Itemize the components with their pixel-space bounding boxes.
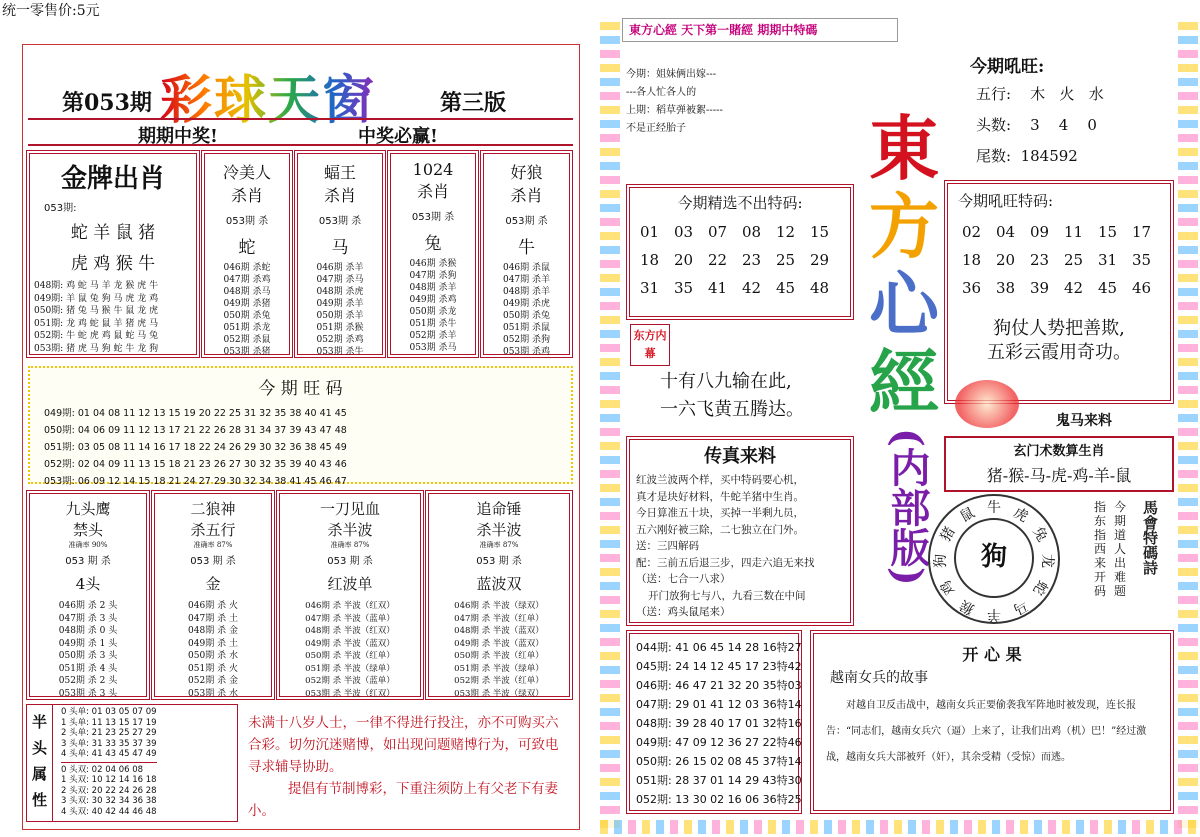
halfhead-char: 半 [31,713,47,731]
ring-char: 马 [1010,596,1031,618]
kill-box-4 [480,150,573,358]
number-cell: 02 [962,223,982,241]
history-row: 046期 杀蛇 [223,263,271,273]
history-row: 048期 杀 半波（红双） [305,626,395,636]
history-row: 048期 杀羊 [502,287,551,297]
number-cell: 18 [640,251,660,269]
vertical-char: 今 [1113,500,1126,514]
fax-line: 开门放狗七与八，九看三数在中间 [648,589,806,602]
history-row: 048期 杀 0 头 [58,626,118,636]
fax-line: 红波兰波两个样，买中特码要心机， [636,474,804,486]
history-row: 052期: 牛 蛇 虎 鸡 鼠 蛇 马 兔 [34,331,159,341]
mid-rate: 准确率 90% [68,541,108,549]
halfhead-row: 3 头双: 30 32 34 36 38 [61,796,157,806]
notice-text: 未满十八岁人士，一律不得进行投注，亦不可购买六合彩。切勿沉迷赌博，如出现问题赌博行为，可致电 寻求辅导协助。 [248,715,559,775]
mid-rate: 准确率 87% [193,541,233,549]
mid-rate: 准确率 87% [330,541,370,549]
mid-history [30,600,146,700]
wang-box [28,366,573,487]
number-cell: 31 [640,279,660,297]
history-row: 053期 杀马 [409,343,457,353]
result-row: 046期: 46 47 21 32 20 35特03 [636,679,802,692]
poem2 [948,317,1170,365]
vertical-text-2 [1092,500,1108,598]
result-row: 048期: 39 28 40 17 01 32特16 [636,717,802,730]
history-row: 047期 杀 3 头 [58,613,118,624]
slogan-bar [28,118,573,146]
number-cell: 29 [810,251,830,269]
history-row: 046期 杀 半波（红双） [305,601,395,611]
ring-char: 龙 [1039,554,1055,568]
halfhead-row: 1 头单: 11 13 15 17 19 [61,717,157,728]
exclude-grid [640,223,844,297]
history-row: 053期 杀 水 [188,688,238,699]
mid-result: 金 [205,575,221,593]
kill-issue: 053期 杀 [411,212,455,223]
roar-special-grid [962,223,1166,297]
kill-title: 1024 [412,160,454,179]
exclude-box [626,184,854,320]
history-row: 051期 杀鼠 [502,323,551,333]
gold-sub: 053期: [44,203,77,214]
happy-subtitle: 越南女兵的故事 [830,670,928,686]
roar-special-box [944,180,1174,404]
ring-char: 虎 [1010,504,1031,526]
roar-wuxing: 五行: 木 火 水 [976,85,1104,103]
fax-lines [636,472,850,621]
flower-border-left [600,22,620,834]
history-row: 046期 杀猴 [409,259,457,269]
mid-history [155,600,271,700]
poem3 [660,368,804,424]
history-row: 049期 杀 半波（蓝双） [305,638,395,649]
kill-issue: 053期 杀 [318,216,362,227]
history-row: 050期 杀 半波（红单） [454,651,544,661]
vertical-char: 指 [1093,500,1106,514]
history-row: 048期 杀马 [223,287,271,297]
history-row: 051期 杀猴 [316,323,364,333]
banner: 東方心經 天下第一賭經 期期中特碼 [622,18,898,42]
wang-row: 049期: 01 04 08 11 12 13 15 19 20 22 25 31 32 35 38 40 41 45 [44,408,347,419]
fax-line: 配：三前五后退三步，四走六追无来找 [636,556,815,569]
number-cell: 17 [1132,223,1152,241]
kill-history [298,262,382,358]
number-cell: 23 [742,251,762,269]
kill-zodiac: 兔 [424,234,442,254]
wang-rows [44,405,571,490]
poem3-line: 一六飞黄五腾达。 [660,399,804,420]
happy-title: 开 心 果 [962,645,1022,664]
history-row: 049期 杀 土 [188,638,238,649]
ring-char: 牛 [987,500,1001,516]
poem-line: 今期：姐妹俩出嫁--- [626,69,717,80]
history-row: 051期 杀牛 [409,319,457,329]
kill-zodiac: 马 [331,238,349,258]
vertical-char: 道 [1113,528,1126,542]
title-char: 東 [869,107,939,190]
history-row: 053期 杀 半波（红双） [305,688,395,699]
history-row: 051期 杀 半波（绿单） [454,663,544,674]
number-cell: 09 [1030,223,1050,241]
history-row: 051期 杀 半波（绿单） [305,663,395,674]
wang-row: 053期: 06 09 12 14 15 18 21 24 27 29 30 32 34 38 41 45 46 47 [44,476,347,487]
number-cell: 35 [1132,251,1152,269]
flower-border-right [1178,22,1198,834]
poem-box [626,66,786,158]
vertical-char: 指 [1093,528,1106,542]
poem2-line: 狗仗人势把善欺, [993,318,1125,339]
mid-box-4 [425,490,573,700]
history-row: 047期 杀羊 [502,275,551,285]
number-cell: 22 [708,251,728,269]
kill-subtitle: 杀肖 [510,186,543,205]
number-cell: 41 [708,279,728,297]
mid-history [280,600,420,700]
mid-issue: 053 期 杀 [476,556,522,567]
happy-box [810,630,1174,814]
number-cell: 31 [1098,251,1118,269]
gold-line-2: 虎 鸡 猴 牛 [70,254,156,274]
mid-rate: 准确率 87% [479,541,519,549]
xuanmen-title: 玄门术数算生肖 [1013,444,1105,459]
ring-char: 鼠 [957,504,978,526]
vertical-text-3: 馬會特碼詩 [1141,500,1159,575]
history-row: 046期 杀羊 [316,263,364,273]
kill-zodiac: 蛇 [238,238,256,258]
roar-special-title: 今期吼旺特码: [958,192,1054,210]
mid-subtitle: 杀半波 [327,521,373,539]
history-row: 048期: 鸡 蛇 马 羊 龙 猴 虎 牛 [34,281,159,291]
vertical-char: 来 [1093,556,1106,570]
title-char: 經 [869,341,939,424]
gold-zodiac-box [26,150,200,358]
result-row: 045期: 24 14 12 45 17 23特42 [636,660,802,673]
poem3-line: 十有八九输在此, [660,371,792,392]
number-cell: 39 [1030,279,1050,297]
mid-subtitle: 禁头 [72,521,103,539]
vertical-char: 题 [1113,584,1126,598]
fax-title: 传真来料 [704,446,776,467]
history-row: 052期 杀狗 [502,335,551,345]
history-row: 050期 杀 半波（红单） [305,651,395,661]
gold-title: 金牌出肖 [60,164,165,194]
mid-result: 红波单 [327,575,373,593]
kill-box-2 [294,150,386,358]
ring-char: 猪 [937,524,959,545]
history-row: 053期: 猪 虎 马 狗 蛇 牛 龙 狗 [34,343,159,354]
zodiac-ring [928,494,1060,624]
kill-subtitle: 杀肖 [416,182,449,201]
vertical-text-1 [1112,500,1128,598]
history-row: 046期 杀鼠 [502,263,551,273]
history-row: 053期 杀牛 [316,347,364,357]
ring-char: 狗 [933,554,949,568]
ring-char: 兔 [1029,524,1051,545]
history-row: 049期 杀虎 [502,299,551,309]
poem-line: 不是正经胎子 [626,123,686,134]
halfhead-row: 4 头双: 40 42 44 46 48 [61,806,157,817]
poem-line: ---各人忙各人的 [626,87,697,98]
history-row: 050期 杀兔 [502,311,551,321]
vertical-char: 东 [1093,514,1106,528]
price-label: 统一零售价:5元 [2,3,100,19]
inner-edition: (内部版) [884,428,931,586]
history-row: 049期 杀羊 [316,299,364,309]
wang-row: 052期: 02 04 09 11 13 15 18 21 23 26 27 30 32 35 39 40 43 46 [44,459,347,470]
number-cell: 04 [996,223,1016,241]
title-char: 方 [869,185,939,268]
history-row: 051期: 龙 鸡 蛇 鼠 羊 猪 虎 马 [34,318,159,329]
history-row: 050期 杀龙 [409,307,457,317]
history-row: 052期 杀 半波（红单） [454,676,544,686]
mid-title: 追命锤 [476,500,522,518]
vertical-char: 难 [1113,570,1126,584]
kill-history [484,262,569,358]
number-cell: 20 [674,251,694,269]
fax-line: （送：鸡头鼠尾来） [636,606,731,618]
result-row: 047期: 29 01 41 12 03 36特14 [636,698,802,711]
history-row: 047期 杀狗 [409,271,457,281]
kill-issue: 053期 杀 [225,216,269,227]
mid-issue: 053 期 杀 [327,556,373,567]
ring-char: 羊 [987,606,1001,622]
number-cell: 08 [742,223,762,241]
history-row: 052期 杀鸡 [316,335,364,345]
number-cell: 23 [1030,251,1050,269]
mid-history [429,600,569,700]
history-row: 047期 杀鸡 [223,275,271,285]
slogan-2: 中奖必赢! [358,126,438,147]
poem-line: 上期：稻草弹被絮----- [626,105,723,116]
slogan-1: 期期中奖! [138,126,218,147]
fax-line: 送：三四解码 [636,540,699,552]
halfhead-char: 属 [31,765,47,783]
history-row: 052期 杀鼠 [223,335,271,345]
kill-box-3 [387,150,479,358]
history-row: 048期 杀羊 [409,283,457,293]
logo-title: 彩球天窗 [160,58,376,133]
history-row: 046期 杀 2 头 [58,601,118,611]
number-cell: 46 [1132,279,1152,297]
mid-box-1 [26,490,150,700]
vertical-char: 期 [1113,514,1126,528]
history-row: 048期 杀 金 [188,626,238,636]
number-cell: 07 [708,223,728,241]
mid-title: 九头鹰 [65,500,111,518]
halfhead-row: 0 头单: 01 03 05 07 09 [61,707,157,717]
history-row: 049期 杀 1 头 [58,638,118,649]
history-row: 052期 杀 金 [188,676,238,686]
happy-text: 对越自卫反击战中，越南女兵正要偷袭我军阵地时被发现，连长报告：“同志们，越南女兵穴（逼）上来了，让我们出鸡（机）巴！”经过激战，越南女兵大部被歼（奸），其余受精（受惊）而逃。 [826,700,1147,763]
kill-title: 冷美人 [222,163,271,182]
big-title [858,107,950,424]
result-row: 052期: 13 30 02 16 06 36特25 [636,793,802,806]
history-row: 050期: 猪 兔 马 猴 牛 鼠 龙 虎 [34,306,159,316]
history-row: 051期 杀 火 [188,663,238,674]
halfhead-char: 性 [31,791,47,809]
halfhead-row: 3 头单: 31 33 35 37 39 [61,738,157,749]
number-cell: 25 [1064,251,1084,269]
mid-box-3 [276,490,424,700]
history-row: 048期 杀虎 [316,287,364,297]
number-cell: 03 [674,223,694,241]
tiger-icon [955,380,1019,428]
edition-label: 第三版 [440,90,507,116]
history-row: 050期 杀兔 [223,311,271,321]
poem2-line: 五彩云霞用奇功。 [987,342,1131,363]
history-row: 052期 杀 半波（蓝单） [305,676,395,686]
kill-subtitle: 杀肖 [230,186,263,205]
kill-history [391,258,475,354]
halfhead-row: 4 头单: 41 43 45 47 49 [61,749,157,759]
history-row: 053期 杀 半波（绿双） [454,688,544,699]
fax-line: 今日算准五十块，买掉一半剩九员， [636,507,804,519]
number-cell: 36 [962,279,982,297]
halfhead-label [27,705,53,821]
xuanmen-box [944,436,1174,492]
history-row: 050期 杀 3 头 [58,651,118,661]
results-box [626,630,802,814]
history-row: 048期 杀 半波（蓝双） [454,626,544,636]
result-row: 044期: 41 06 45 14 28 16特27 [636,641,802,654]
number-cell: 35 [674,279,694,297]
wang-title: 今 期 旺 码 [258,379,343,399]
ring-char: 鸡 [937,577,959,598]
halfhead-row: 1 头双: 10 12 14 16 18 [61,775,157,785]
halfhead-box [26,704,238,822]
number-cell: 15 [1098,223,1118,241]
ring-center: 狗 [980,542,1007,572]
history-row: 050期 杀 水 [188,651,238,661]
history-row: 046期 杀 火 [188,601,238,611]
number-cell: 15 [810,223,830,241]
issue-number: 第053期 [62,90,152,116]
roar-box [960,52,1174,176]
kill-subtitle: 杀肖 [323,186,356,205]
ring-char: 猴 [957,596,978,618]
history-row: 050期 杀羊 [316,311,364,321]
halfhead-row: 2 头单: 21 23 25 27 29 [61,728,157,738]
mid-result: 4头 [75,575,101,593]
kill-zodiac: 牛 [518,238,535,258]
result-row: 049期: 47 09 12 36 27 22特46 [636,736,802,749]
history-row: 046期 杀 半波（绿双） [454,601,544,611]
number-cell: 45 [1098,279,1118,297]
history-row: 053期 杀猪 [223,347,271,357]
number-cell: 45 [776,279,796,297]
fax-line: （送：七合一八求） [636,573,731,585]
history-row: 047期 杀 半波（红单） [454,613,544,624]
fax-line: 真才是块好材料，牛蛇羊猪中生肖。 [636,490,804,503]
history-row: 052期 杀 2 头 [58,676,118,686]
xuanmen-zodiac: 猪-猴-马-虎-鸡-羊-鼠 [986,466,1132,485]
roar-title: 今期吼旺: [970,57,1045,77]
title-char: 心 [869,263,939,346]
history-row: 049期 杀鸡 [409,295,457,305]
result-row: 051期: 28 37 01 14 29 43特30 [636,774,802,787]
ring-char: 蛇 [1029,577,1051,598]
wang-row: 050期: 04 06 09 11 12 13 17 21 22 26 28 31 34 37 39 43 47 48 [44,425,347,436]
halfhead-row: 2 头双: 20 22 24 26 28 [61,785,157,796]
number-cell: 01 [640,223,660,241]
history-row: 051期 杀 4 头 [58,663,118,674]
history-row: 053期 杀 3 头 [58,688,118,699]
result-row: 050期: 26 15 02 08 45 37特14 [636,755,802,768]
vertical-char: 西 [1093,542,1106,556]
vertical-char: 出 [1113,556,1126,570]
exclude-title: 今期精选不出特码: [677,194,803,212]
kill-issue: 053期 杀 [505,216,548,227]
gold-line-1: 蛇 羊 鼠 猪 [70,223,156,243]
mid-issue: 053 期 杀 [190,556,236,567]
kill-box-1 [201,150,293,358]
kill-title: 好狼 [510,163,543,182]
number-cell: 42 [742,279,762,297]
mid-box-2 [151,490,275,700]
number-cell: 38 [996,279,1016,297]
mid-result: 蓝波双 [476,575,522,593]
kill-title: 蝠王 [323,163,356,182]
number-cell: 18 [962,251,982,269]
history-row: 047期 杀 土 [188,613,238,624]
ghost-label: 鬼马来料 [1056,413,1112,429]
mid-title: 一刀见血 [319,500,380,518]
fax-line: 五六刚好被三除，二七独立在门外。 [636,523,804,536]
history-row: 052期 杀羊 [409,331,457,341]
history-row: 047期 杀 半波（蓝单） [305,613,395,624]
vertical-char: 码 [1093,584,1106,598]
halfhead-rows [61,707,157,817]
history-row: 049期 杀猪 [223,299,271,309]
notice-text-2: 提倡有节制博彩，下重注须防上有父老下有妻小。 [248,781,558,819]
history-row: 053期 杀鸡 [502,347,551,357]
history-row: 049期: 羊 鼠 兔 狗 马 虎 龙 鸡 [34,293,159,304]
wang-row: 051期: 03 05 08 11 14 16 17 18 22 24 26 29 30 32 36 38 45 49 [44,442,347,453]
vertical-char: 人 [1113,542,1126,556]
roar-wei: 尾数: 184592 [976,147,1078,165]
number-cell: 11 [1064,223,1084,241]
vertical-char: 开 [1093,570,1106,584]
fax-box [626,436,854,626]
mid-subtitle: 杀五行 [190,521,236,539]
gold-history [34,280,196,355]
number-cell: 12 [776,223,796,241]
halfhead-char: 头 [31,739,47,757]
mid-title: 二狼神 [190,500,236,518]
stamp-label: 东方内幕 [630,324,670,366]
mid-issue: 053 期 杀 [65,556,111,567]
mid-subtitle: 杀半波 [476,521,522,539]
number-cell: 48 [810,279,830,297]
number-cell: 25 [776,251,796,269]
results-rows [636,638,802,809]
halfhead-row: 0 头双: 02 04 06 08 [61,762,157,776]
number-cell: 20 [996,251,1016,269]
history-row: 049期 杀 半波（蓝双） [454,638,544,649]
number-cell: 42 [1064,279,1084,297]
history-row: 047期 杀马 [316,275,364,285]
roar-tou: 头数: 3 4 0 [976,116,1097,134]
history-row: 051期 杀龙 [223,323,271,333]
kill-history [205,262,289,358]
flower-border-bottom [600,820,1198,834]
